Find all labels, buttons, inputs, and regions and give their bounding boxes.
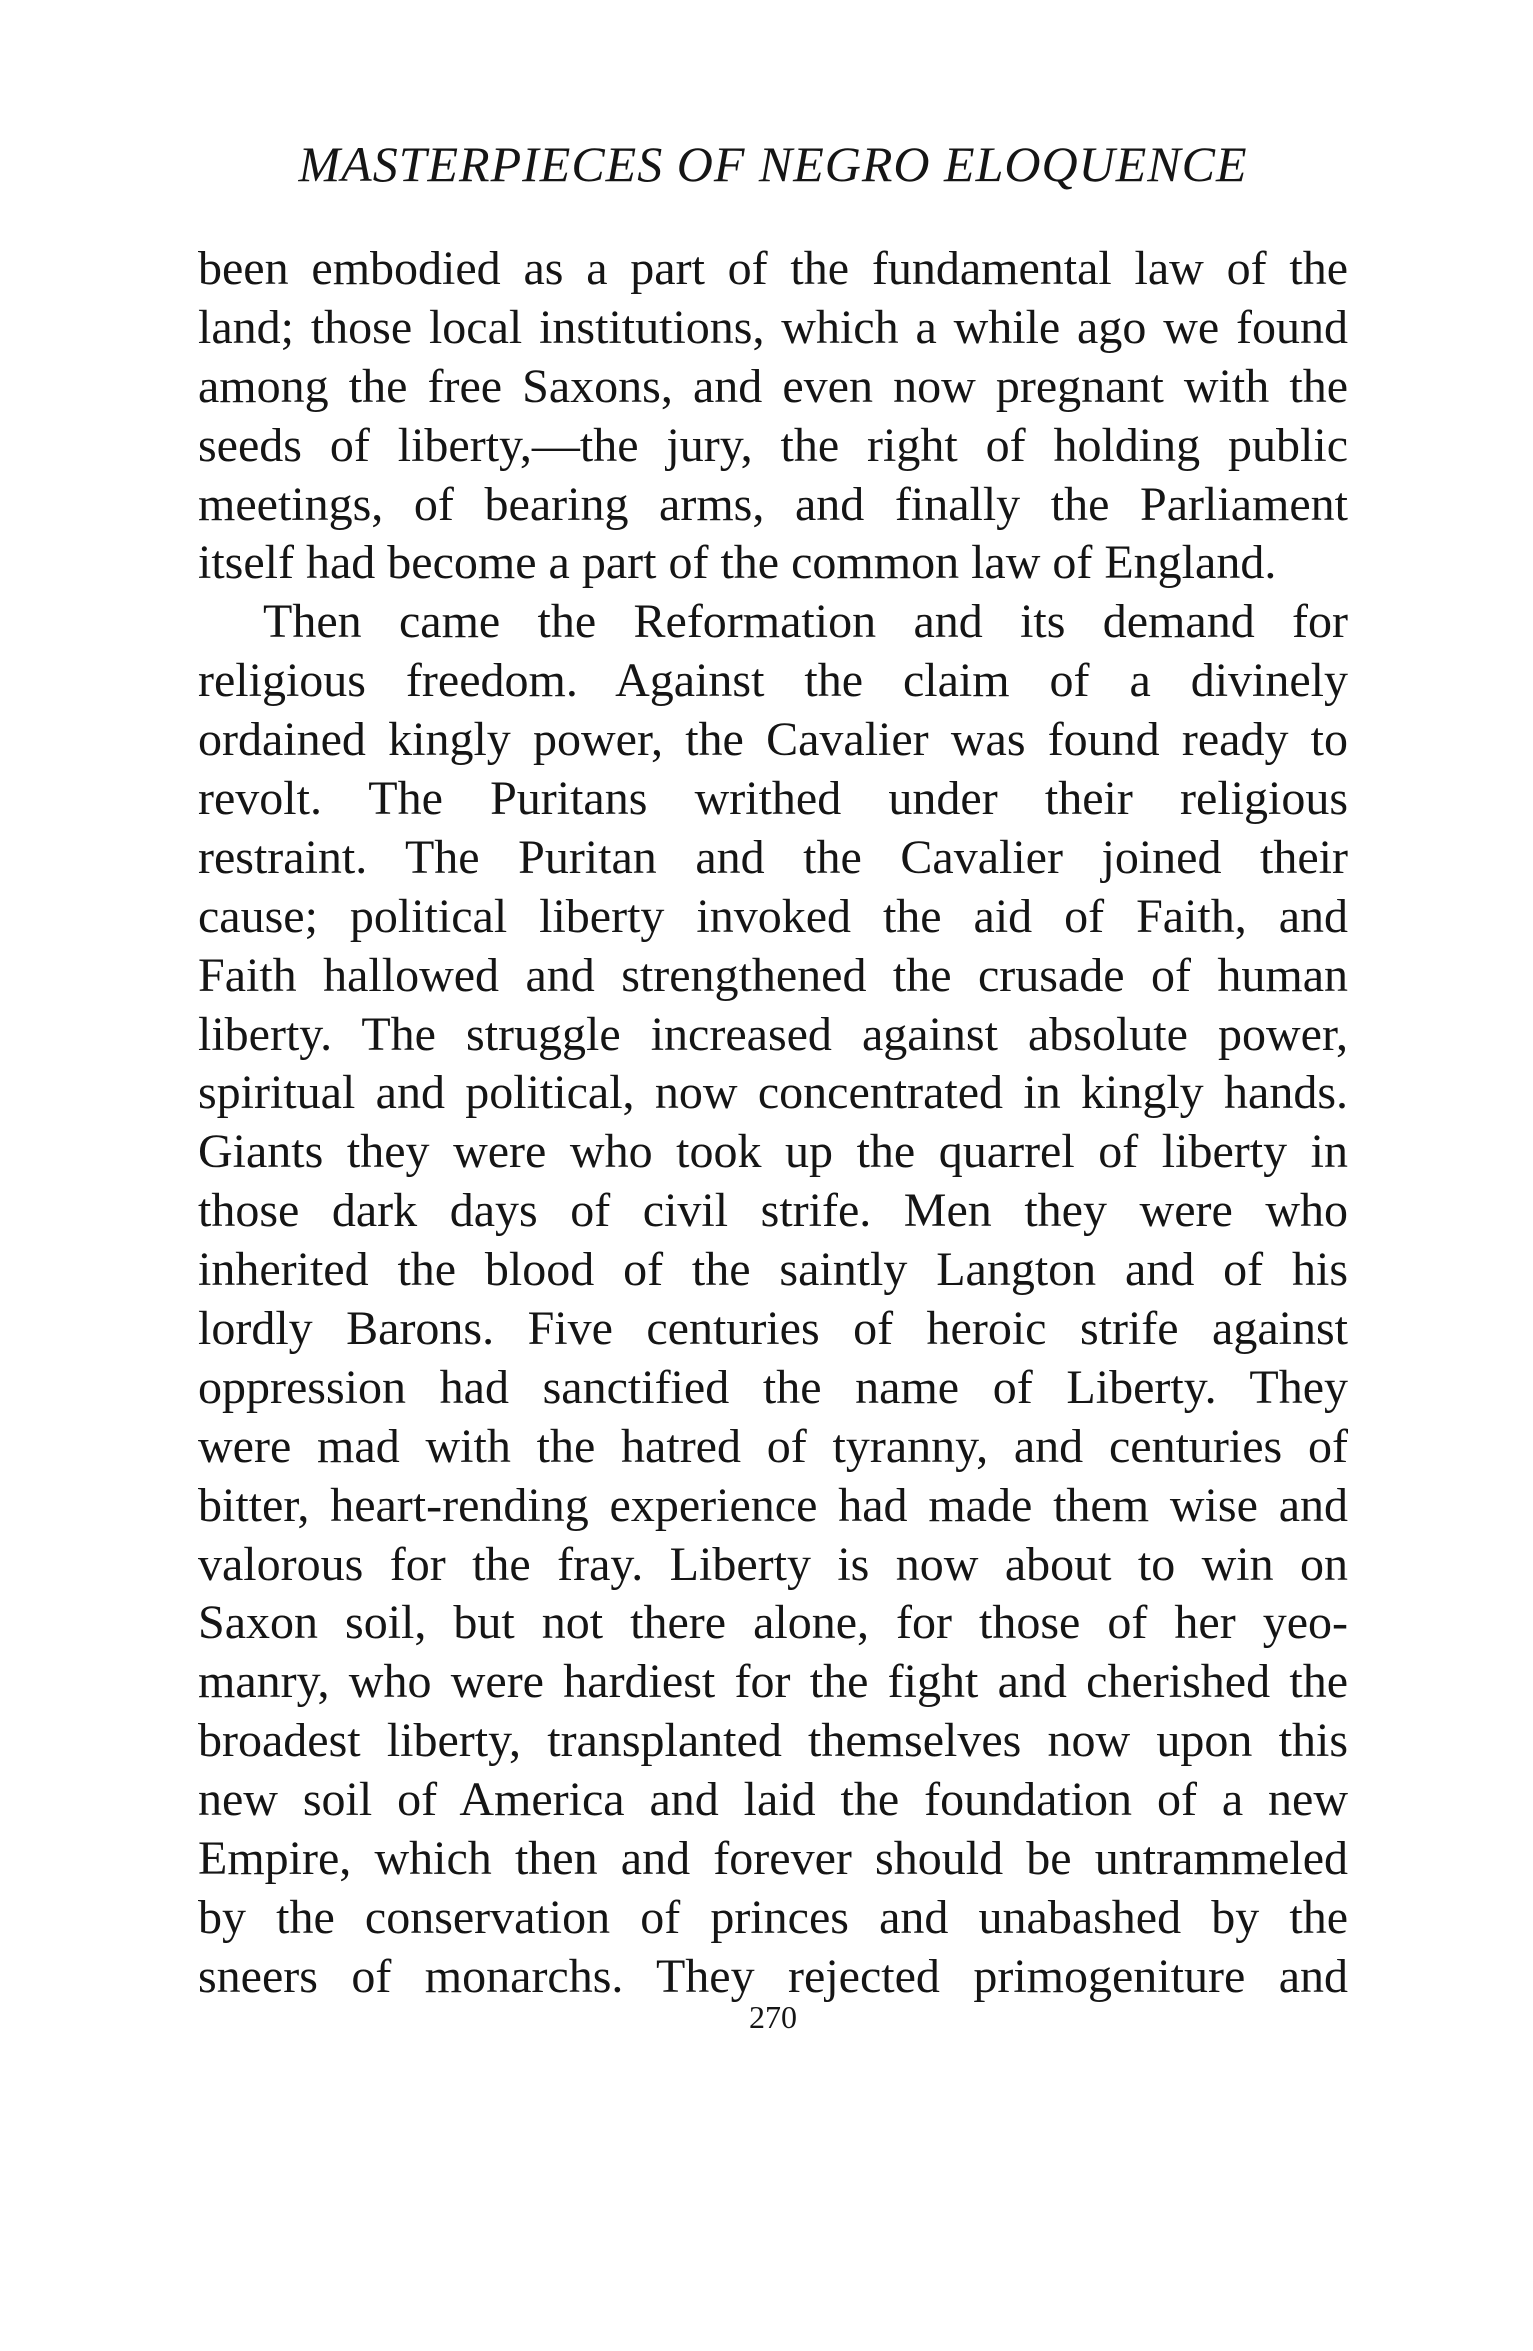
text-line: Faith hallowed and strengthened the crusade of human xyxy=(198,948,1348,1002)
text-line: bitter, heart-rending experience had made them wise and xyxy=(198,1478,1348,1532)
text-line: manry, who were hardiest for the fight and cherished the xyxy=(198,1655,1348,1709)
text-line: revolt. The Puritans writhed under their religious xyxy=(198,772,1348,826)
text-line: new soil of America and laid the foundation of a new xyxy=(198,1773,1348,1827)
text-line: cause; political liberty invoked the aid of Faith, and xyxy=(198,889,1348,943)
text-line: inherited the blood of the saintly Langton and of his xyxy=(198,1243,1348,1297)
text-line: meetings, of bearing arms, and finally the Parliament xyxy=(198,477,1348,531)
text-line: sneers of monarchs. They rejected primogeniture and xyxy=(198,1949,1348,2003)
text-line: Giants they were who took up the quarrel of liberty in xyxy=(198,1125,1348,1179)
text-line: seeds of liberty,—the jury, the right of holding public xyxy=(198,418,1348,472)
text-line: broadest liberty, transplanted themselves now upon this xyxy=(198,1714,1348,1768)
text-line: among the free Saxons, and even now pregnant with the xyxy=(198,359,1348,413)
text-line: liberty. The struggle increased against absolute power, xyxy=(198,1007,1348,1061)
text-line: restraint. The Puritan and the Cavalier joined their xyxy=(198,830,1348,884)
text-line: valorous for the fray. Liberty is now about to win on xyxy=(198,1537,1348,1591)
text-line: Saxon soil, but not there alone, for those of her yeo- xyxy=(198,1596,1348,1650)
text-line: religious freedom. Against the claim of a divinely xyxy=(198,654,1348,708)
text-line: been embodied as a part of the fundamental law of the xyxy=(198,242,1348,295)
page-number: 270 xyxy=(749,1999,797,2035)
text-line: those dark days of civil strife. Men they were who xyxy=(198,1184,1348,1238)
text-line: lordly Barons. Five centuries of heroic strife against xyxy=(198,1302,1348,1356)
text-line: land; those local institutions, which a while ago we found xyxy=(198,300,1348,354)
text-line: Empire, which then and forever should be untrammeled xyxy=(198,1832,1348,1886)
text-line: ordained kingly power, the Cavalier was found ready to xyxy=(198,713,1348,767)
body-text xyxy=(198,240,1348,2007)
text-line: Then came the Reformation and its demand for xyxy=(263,595,1348,649)
text-line: oppression had sanctified the name of Liberty. They xyxy=(198,1360,1348,1414)
text-line: itself had become a part of the common law of England. xyxy=(198,536,1277,590)
text-line: spiritual and political, now concentrated in kingly hands. xyxy=(198,1066,1348,1120)
text-line: were mad with the hatred of tyranny, and centuries of xyxy=(198,1419,1348,1473)
running-head: MASTERPIECES OF NEGRO ELOQUENCE xyxy=(298,136,1248,192)
text-line: by the conservation of princes and unabashed by the xyxy=(198,1890,1348,1944)
